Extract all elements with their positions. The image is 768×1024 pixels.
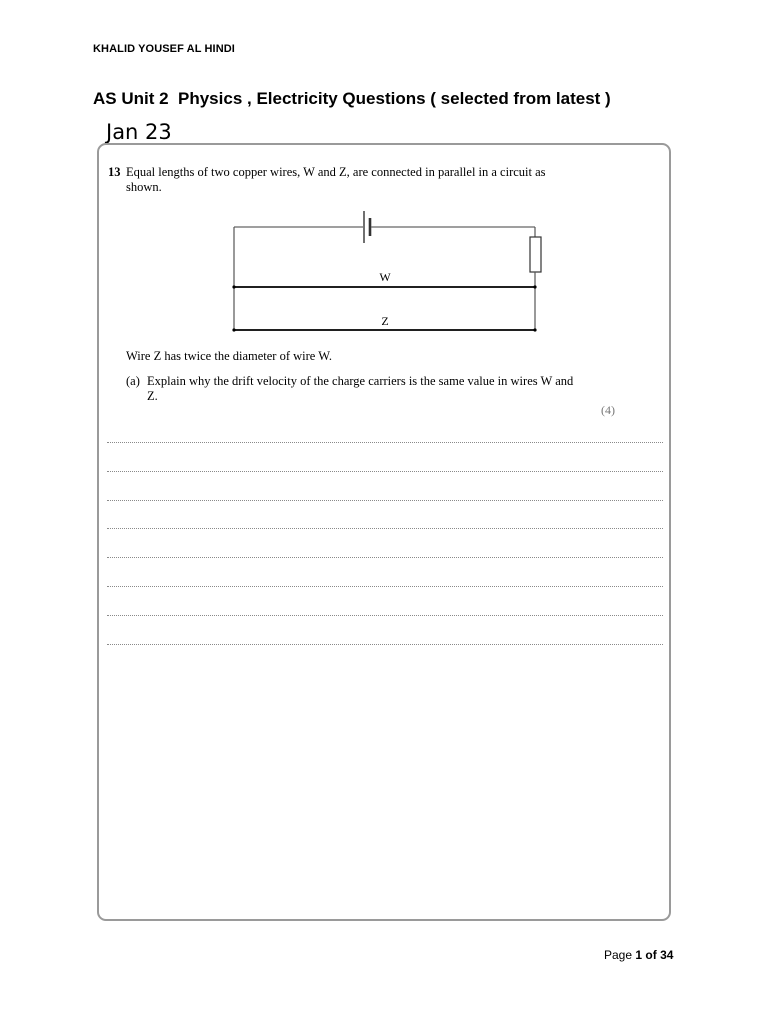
answer-line[interactable]: [107, 528, 663, 529]
page-number: [604, 948, 673, 962]
junction-dot: [533, 328, 536, 331]
answer-line[interactable]: [107, 471, 663, 472]
part-a-label: (a): [126, 374, 140, 388]
part-a-text: Explain why the drift velocity of the charge carriers is the same value in wires W and Z.: [147, 374, 574, 403]
junction-dot: [533, 285, 536, 288]
resistor: [530, 237, 541, 272]
question-box: [97, 143, 671, 921]
junction-dot: [232, 285, 235, 288]
wire-w-label: W: [379, 270, 391, 284]
page-current: 1: [635, 948, 643, 962]
header-author: KHALID YOUSEF AL HINDI: [93, 43, 235, 55]
page-of: of: [645, 948, 657, 962]
answer-line[interactable]: [107, 644, 663, 645]
circuit-diagram: [99, 145, 673, 345]
question-stem: Wire Z has twice the diameter of wire W.: [126, 349, 333, 363]
page-word: Page: [604, 948, 633, 962]
question-intro: Equal lengths of two copper wires, W and Z, are connected in parallel in a circuit as shown.: [126, 165, 546, 194]
question-number: 13: [108, 165, 121, 179]
answer-line[interactable]: [107, 586, 663, 587]
session-label: Jan 23: [106, 120, 172, 144]
document-title: AS Unit 2 Physics , Electricity Questions ( selected from latest ): [93, 89, 611, 108]
answer-line[interactable]: [107, 557, 663, 558]
page-total: 34: [660, 948, 674, 962]
answer-line[interactable]: [107, 500, 663, 501]
answer-line[interactable]: [107, 615, 663, 616]
part-a-marks: (4): [601, 403, 615, 417]
junction-dot: [232, 328, 235, 331]
answer-line[interactable]: [107, 442, 663, 443]
wire-z-label: Z: [381, 314, 389, 328]
